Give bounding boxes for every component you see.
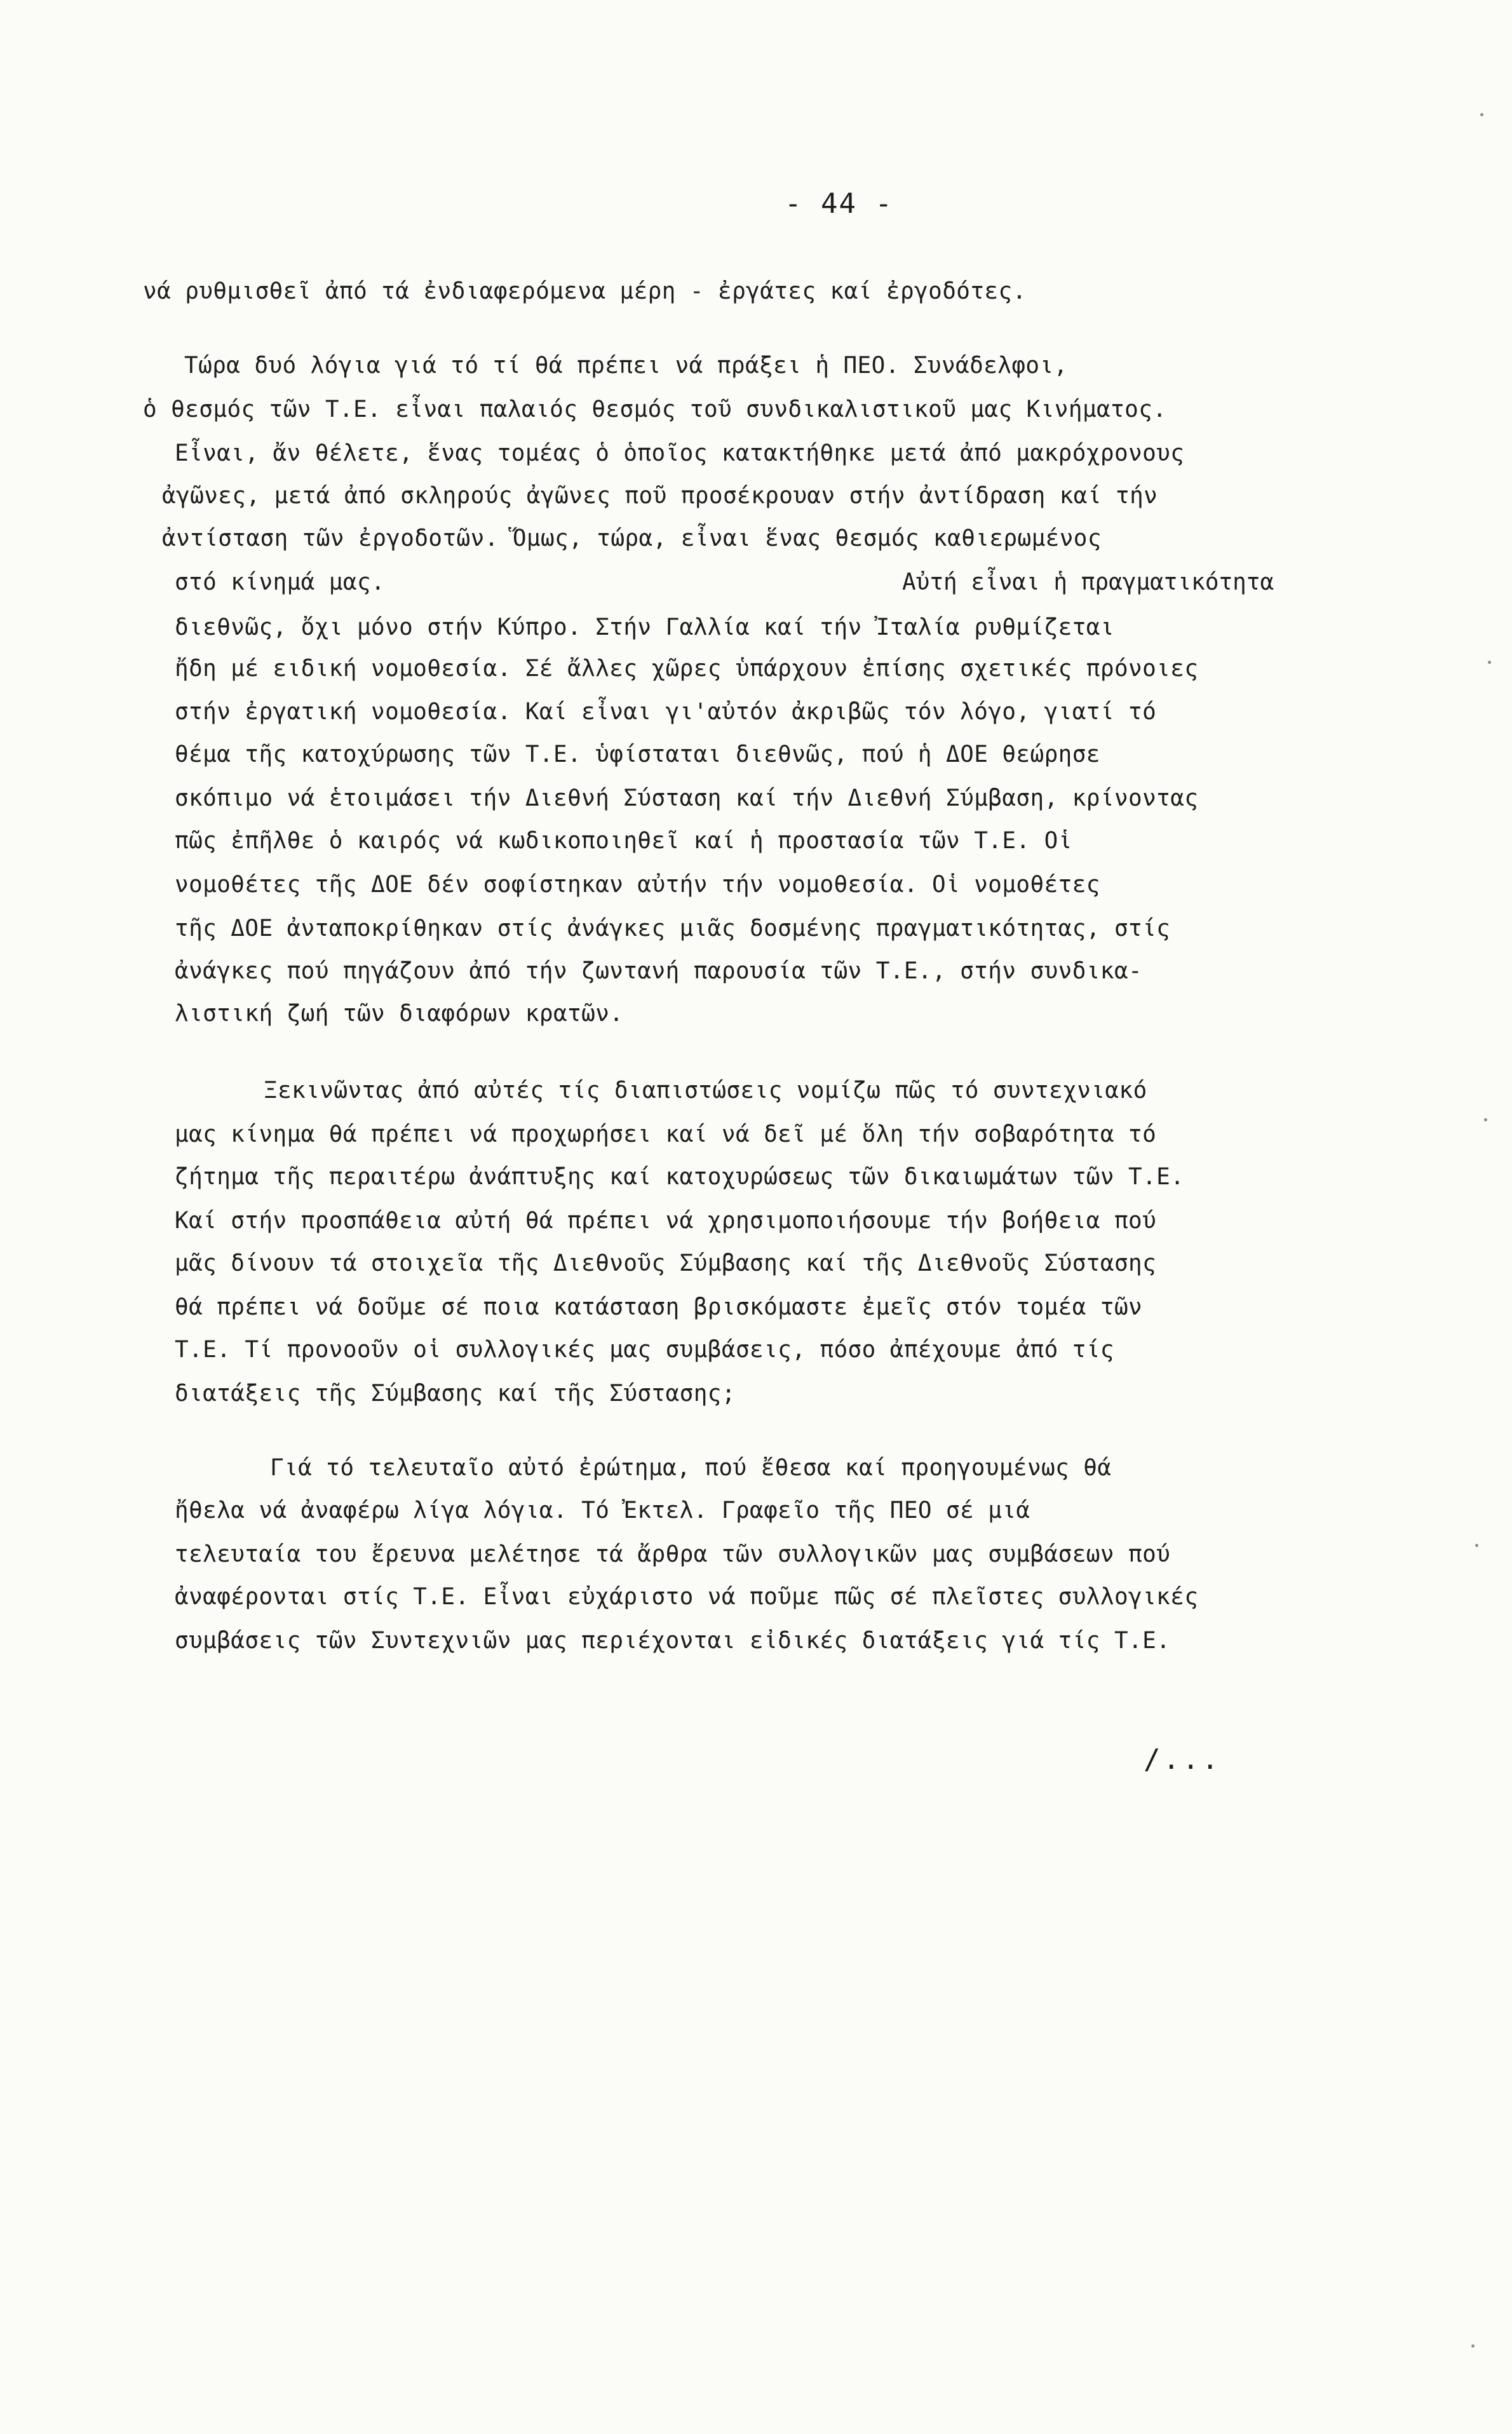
text-line: στήν ἐργατική νομοθεσία. Καί εἶναι γι'αὐτόν ἀκριβῶς τόν λόγο, γιατί τό xyxy=(175,699,1157,725)
text-line: ἤθελα νά ἀναφέρω λίγα λόγια. Τό Ἐκτελ. Γραφεῖο τῆς ΠΕΟ σέ μιά xyxy=(175,1498,1030,1524)
scan-speck xyxy=(1480,113,1483,116)
text-line: θά πρέπει νά δοῦμε σέ ποια κατάσταση βρισκόμαστε ἐμεῖς στόν τομέα τῶν xyxy=(175,1294,1143,1320)
scan-speck xyxy=(1488,661,1491,664)
continuation-mark: /... xyxy=(1144,1743,1221,1776)
text-line: Τ.Ε. Τί προνοοῦν οἱ συλλογικές μας συμβάσεις, πόσο ἀπέχουμε ἀπό τίς xyxy=(175,1337,1114,1363)
text-line: νά ρυθμισθεῖ ἀπό τά ἐνδιαφερόμενα μέρη - ἐργάτες καί ἐργοδότες. xyxy=(143,278,1027,304)
text-line: Ξεκινῶντας ἀπό αὐτές τίς διαπιστώσεις νομίζω πῶς τό συντεχνιακό xyxy=(264,1078,1147,1104)
text-line: ὁ θεσμός τῶν Τ.Ε. εἶναι παλαιός θεσμός τοῦ συνδικαλιστικοῦ μας Κινήματος. xyxy=(143,396,1167,423)
page-number: - 44 - xyxy=(785,187,893,220)
text-line: διατάξεις τῆς Σύμβασης καί τῆς Σύστασης; xyxy=(175,1381,736,1407)
text-line: τῆς ΔΟΕ ἀνταποκρίθηκαν στίς ἀνάγκες μιᾶς δοσμένης πραγματικότητας, στίς xyxy=(175,916,1171,942)
scan-speck xyxy=(1484,1118,1487,1121)
text-line: ἀντίσταση τῶν ἐργοδοτῶν. Ὅμως, τώρα, εἶναι ἕνας θεσμός καθιερωμένος xyxy=(162,525,1102,551)
text-line: Τώρα δυό λόγια γιά τό τί θά πρέπει νά πράξει ἡ ΠΕΟ. Συνάδελφοι, xyxy=(184,353,1068,379)
scan-speck xyxy=(1471,2344,1475,2348)
text-line: σκόπιμο νά ἑτοιμάσει τήν Διεθνή Σύσταση καί τήν Διεθνή Σύμβαση, κρίνοντας xyxy=(175,785,1199,811)
text-line: μᾶς δίνουν τά στοιχεῖα τῆς Διεθνοῦς Σύμβασης καί τῆς Διεθνοῦς Σύστασης xyxy=(175,1250,1157,1276)
text-line: τελευταία του ἔρευνα μελέτησε τά ἄρθρα τῶν συλλογικῶν μας συμβάσεων πού xyxy=(175,1541,1171,1567)
text-line: λιστική ζωή τῶν διαφόρων κρατῶν. xyxy=(175,1001,624,1027)
text-line: ζήτημα τῆς περαιτέρω ἀνάπτυξης καί κατοχυρώσεως τῶν δικαιωμάτων τῶν Τ.Ε. xyxy=(175,1164,1185,1190)
text-line: ἤδη μέ ειδική νομοθεσία. Σέ ἄλλες χῶρες ὑπάρχουν ἐπίσης σχετικές πρόνοιες xyxy=(175,656,1199,682)
text-line: στό κίνημά μας. xyxy=(175,569,386,595)
scan-speck xyxy=(1475,1544,1478,1547)
text-line: πῶς ἐπῆλθε ὁ καιρός νά κωδικοποιηθεῖ καί ἡ προστασία τῶν Τ.Ε. Οἱ xyxy=(175,828,1072,854)
text-line: Γιά τό τελευταῖο αὐτό ἐρώτημα, πού ἔθεσα καί προηγουμένως θά xyxy=(270,1455,1112,1481)
text-line: Καί στήν προσπάθεια αὐτή θά πρέπει νά χρησιμοποιήσουμε τήν βοήθεια πού xyxy=(175,1208,1157,1234)
text-line: ἀγῶνες, μετά ἀπό σκληρούς ἀγῶνες ποῦ προσέκρουαν στήν ἀντίδραση καί τήν xyxy=(162,483,1158,509)
text-line: διεθνῶς, ὄχι μόνο στήν Κύπρο. Στήν Γαλλία καί τήν Ἰταλία ρυθμίζεται xyxy=(175,614,1114,640)
text-line: μας κίνημα θά πρέπει νά προχωρήσει καί νά δεῖ μέ ὅλη τήν σοβαρότητα τό xyxy=(175,1121,1157,1147)
text-line: θέμα τῆς κατοχύρωσης τῶν Τ.Ε. ὑφίσταται διεθνῶς, πού ἡ ΔΟΕ θεώρησε xyxy=(175,741,1100,767)
text-line: ἀνάγκες πού πηγάζουν ἀπό τήν ζωντανή παρουσία τῶν Τ.Ε., στήν συνδικα- xyxy=(175,958,1143,984)
text-line: συμβάσεις τῶν Συντεχνιῶν μας περιέχονται εἰδικές διατάξεις γιά τίς Τ.Ε. xyxy=(175,1628,1171,1654)
text-line: ἀναφέρονται στίς Τ.Ε. Εἶναι εὐχάριστο νά ποῦμε πῶς σέ πλεῖστες συλλογικές xyxy=(175,1584,1199,1610)
text-line: νομοθέτες τῆς ΔΟΕ δέν σοφίστηκαν αὐτήν τήν νομοθεσία. Οἱ νομοθέτες xyxy=(175,872,1100,898)
text-line: Εἶναι, ἄν θέλετε, ἕνας τομέας ὁ ὁποῖος κατακτήθηκε μετά ἀπό μακρόχρονους xyxy=(175,440,1185,466)
text-line-fragment: Αὐτή εἶναι ἡ πραγματικότητα xyxy=(902,569,1274,595)
